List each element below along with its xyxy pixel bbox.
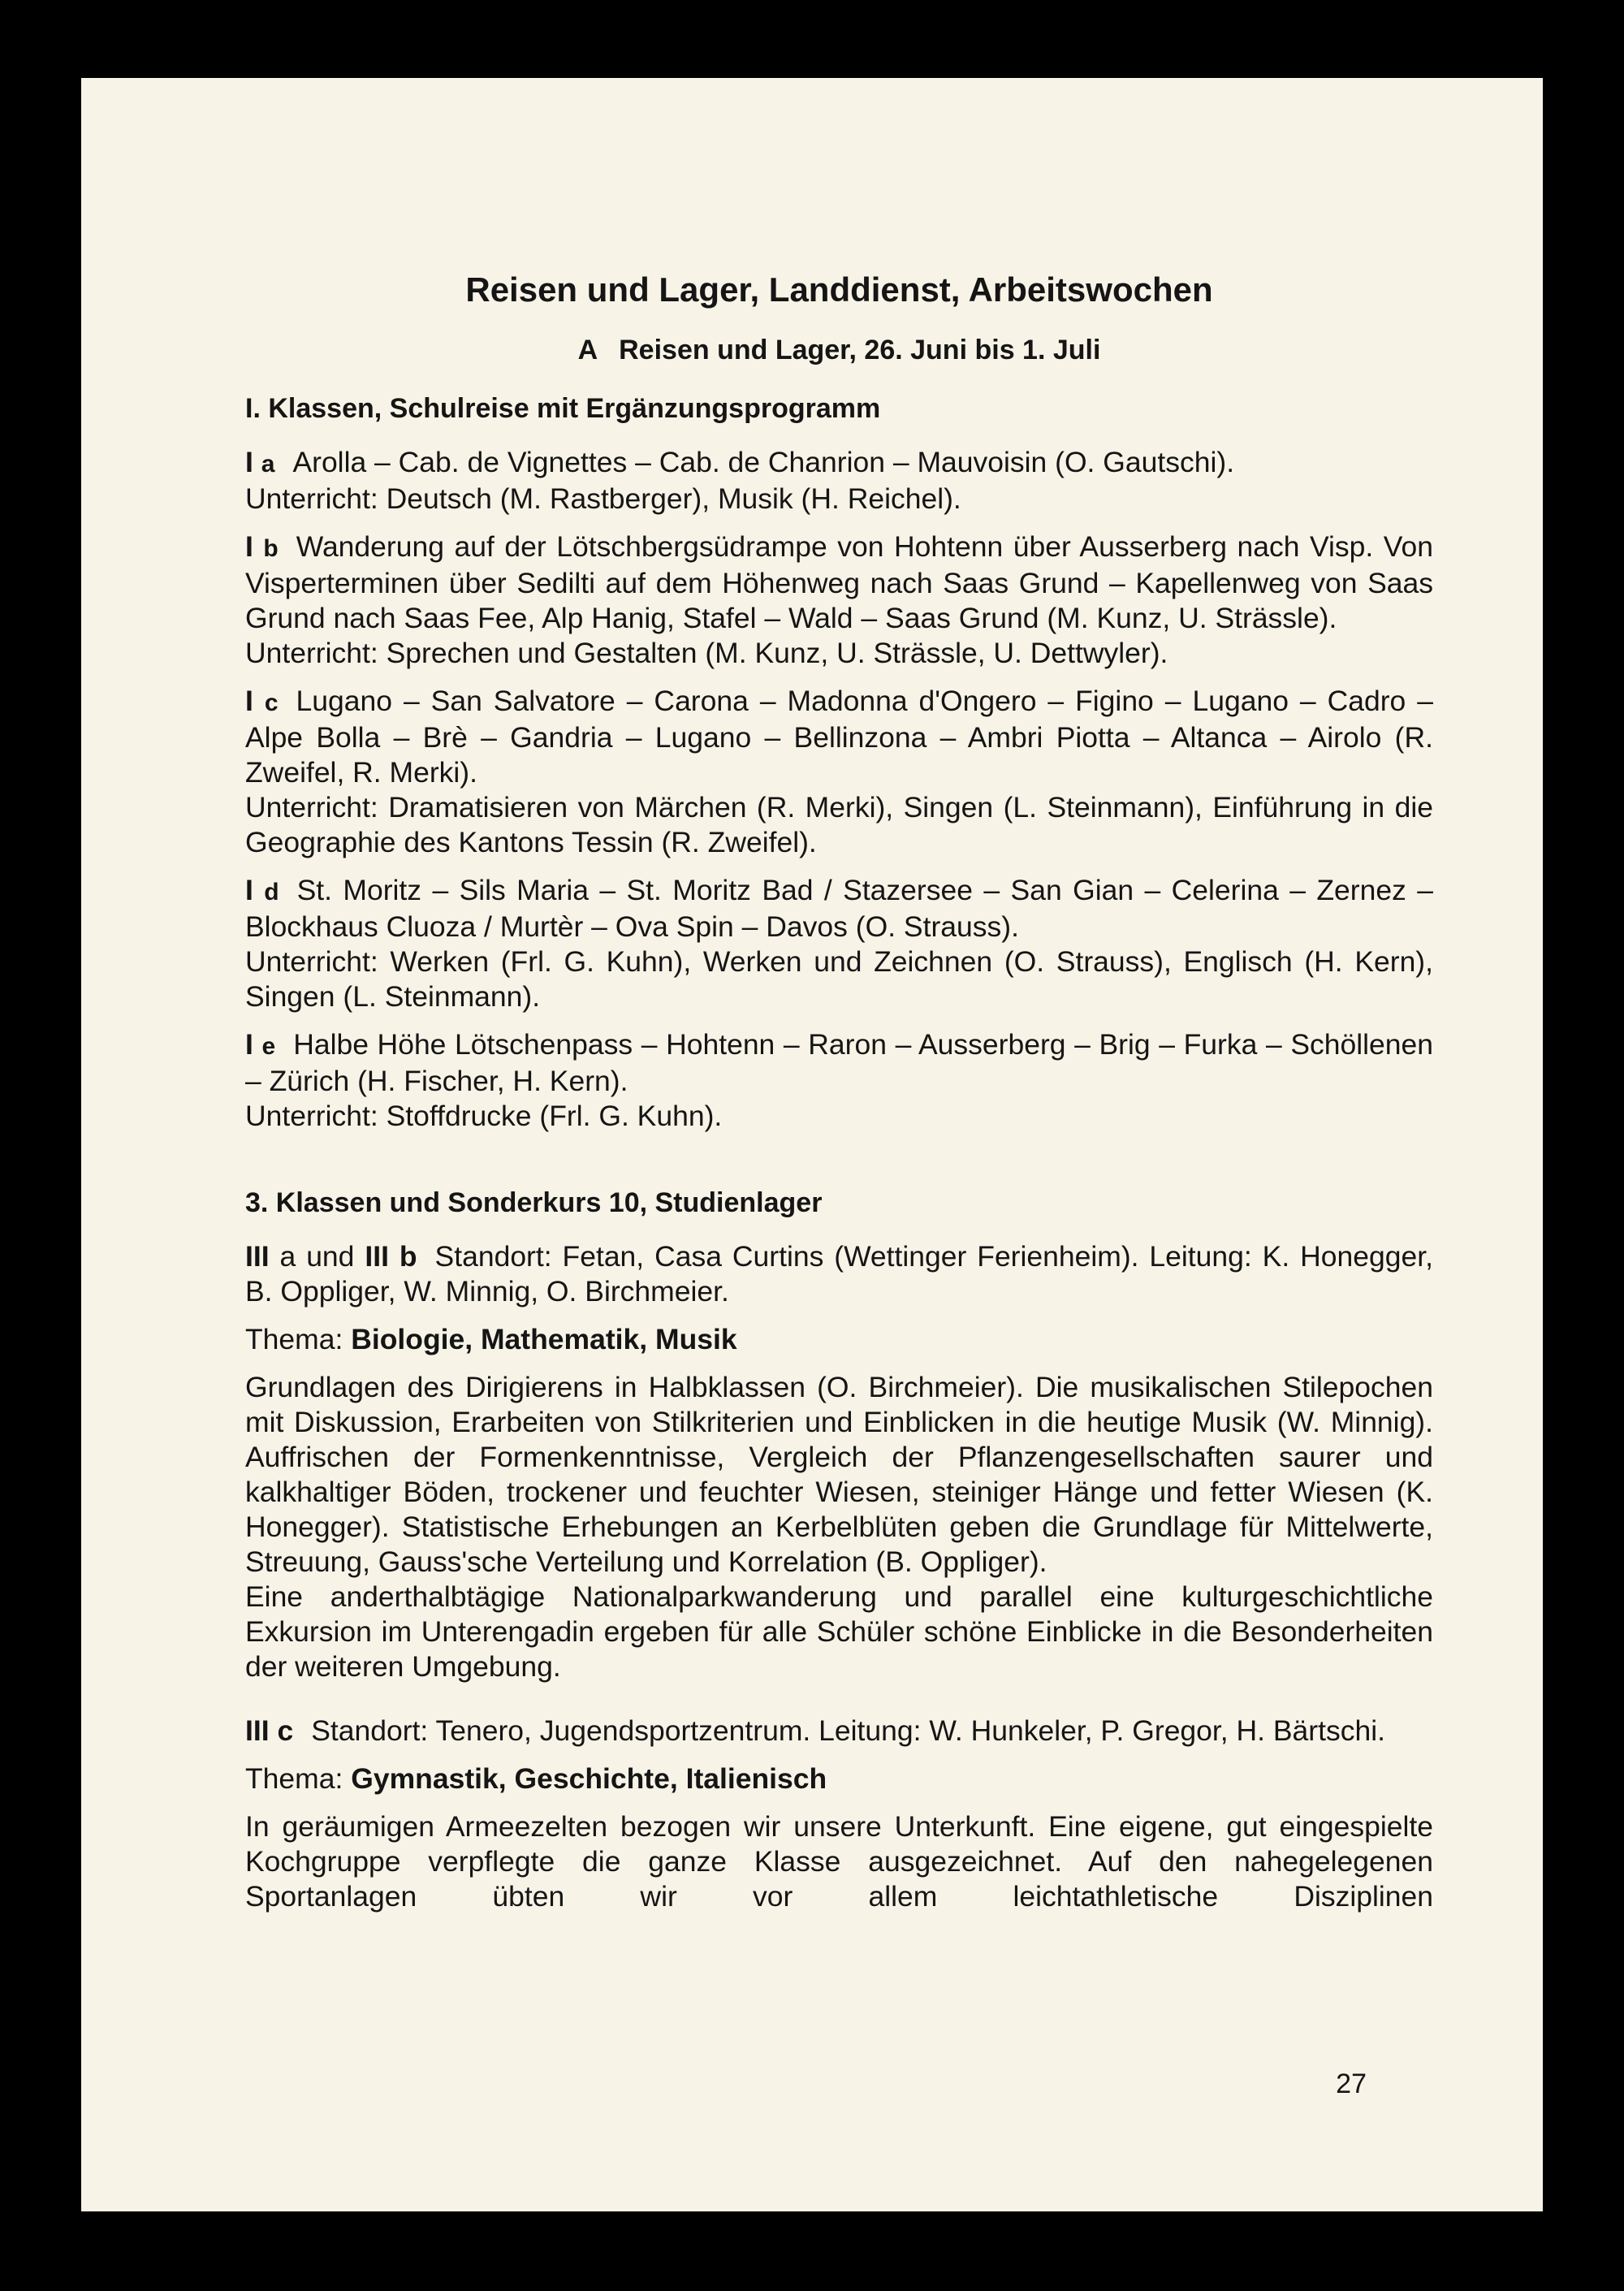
entry-unterricht: Unterricht: Sprechen und Gestalten (M. Kunz, U. Strässle, U. Dettwyler).: [245, 637, 1168, 669]
body-paragraph: [245, 1809, 1433, 1914]
entry-route: Halbe Höhe Lötschenpass – Hohtenn – Raron – Ausserberg – Brig – Furka – Schöllenen – Zürich (H. Fischer, H. Kern).: [245, 1028, 1433, 1097]
entry-iiia-iiib: [245, 1239, 1433, 1309]
entry-unterricht: Unterricht: Dramatisieren von Märchen (R. Merki), Singen (L. Steinmann), Einführung in die Geographie des Kantons Tessin (R. Zweifel).: [245, 791, 1433, 858]
label-letter: b: [263, 535, 279, 562]
subtitle: [245, 333, 1433, 367]
entry-unterricht: Unterricht: Deutsch (M. Rastberger), Musik (H. Reichel).: [245, 482, 961, 515]
entry-label: [245, 1714, 293, 1747]
entry-iiic: [245, 1714, 1433, 1749]
label-roman: III: [365, 1240, 389, 1273]
body-paragraph: [245, 1370, 1433, 1684]
thema-value: Biologie, Mathematik, Musik: [351, 1323, 737, 1355]
subtitle-text: Reisen und Lager, 26. Juni bis 1. Juli: [619, 335, 1101, 365]
entry-info: Standort: Tenero, Jugendsportzentrum. Leitung: W. Hunkeler, P. Gregor, H. Bärtschi.: [311, 1714, 1385, 1747]
entry-label: [245, 874, 279, 906]
section-heading-3: 3. Klassen und Sonderkurs 10, Studienlager: [245, 1187, 823, 1218]
thema-line: [245, 1322, 1433, 1357]
page-number: 27: [1336, 2068, 1367, 2099]
entry-label: [245, 530, 279, 563]
label-roman: I: [245, 530, 253, 563]
page-content: [245, 270, 1433, 1927]
entry-route: Wanderung auf der Lötschbergsüdrampe von Hohtenn über Ausserberg nach Visp. Von Visperterminen über Sedilti auf dem Höhenweg nach Saas Grund – Kapellenweg von Saas Grund nach Saas Fee, Alp Hanig, Stafel – Wald – Saas Grund (M. Kunz, U. Strässle).: [245, 530, 1434, 634]
label-letter: c: [277, 1714, 294, 1747]
entry-label: [245, 446, 274, 478]
label-roman: I: [245, 874, 253, 906]
label-letter: e: [261, 1033, 276, 1060]
entry-id: [245, 873, 1433, 1014]
entry-route: Lugano – San Salvatore – Carona – Madonna d'Ongero – Figino – Lugano – Cadro – Alpe Bolla – Brè – Gandria – Lugano – Bellinzona – Ambri Piotta – Altanca – Airolo (R. Zweifel, R. Merki).: [245, 685, 1433, 789]
entry-label: [245, 685, 279, 717]
thema-label: Thema:: [245, 1762, 343, 1795]
entry-route: St. Moritz – Sils Maria – St. Moritz Bad / Stazersee – San Gian – Celerina – Zernez – Blockhaus Cluoza / Murtèr – Ova Spin – Davos (O. Strauss).: [245, 874, 1433, 943]
label-letter: a: [279, 1240, 296, 1273]
label-letter: a: [261, 451, 275, 478]
subtitle-marker: A: [577, 335, 598, 365]
document-page: [81, 78, 1543, 2211]
label-roman: III: [245, 1714, 270, 1747]
entry-unterricht: Unterricht: Stoffdrucke (Frl. G. Kuhn).: [245, 1100, 723, 1132]
section-heading-1: I. Klassen, Schulreise mit Ergänzungsprogramm: [245, 393, 881, 424]
label-letter: b: [399, 1240, 417, 1273]
entry-ic: [245, 684, 1433, 860]
entry-label: [245, 1028, 275, 1061]
entry-ib: [245, 530, 1433, 671]
label-roman: III: [245, 1240, 270, 1273]
label-connector: und: [306, 1240, 355, 1273]
page-title: Reisen und Lager, Landdienst, Arbeitswochen: [465, 270, 1213, 309]
body-text: Grundlagen des Dirigierens in Halbklassen (O. Birchmeier). Die musikalischen Stilepochen mit Diskussion, Erarbeiten von Stilkriterien und Einblicken in die heutige Musik (W. Minnig). Auffrischen der Formenkenntnisse, Vergleich der Pflanzengesellschaften saurer und kalkhaltiger Böden, trockener und feuchter Wiesen, steiniger Hänge und fetter Wiesen (K. Honegger). Statistische Erhebungen an Kerbelblüten geben die Grundlage für Mittelwerte, Streuung, Gauss'sche Verteilung und Korrelation (B. Oppliger).: [245, 1371, 1433, 1578]
body-text: In geräumigen Armeezelten bezogen wir unsere Unterkunft. Eine eigene, gut eingespielte Kochgruppe verpflegte die ganze Klasse ausgezeichnet. Auf den nahegelegenen Sportanlagen übten wir vor allem leichtathletische Disziplinen: [245, 1810, 1433, 1913]
entry-ia: [245, 445, 1433, 517]
entry-route: Arolla – Cab. de Vignettes – Cab. de Chanrion – Mauvoisin (O. Gautschi).: [292, 446, 1235, 478]
body-text-2: Eine anderthalbtägige Nationalparkwanderung und parallel eine kulturgeschichtliche Exkursion im Unterengadin ergeben für alle Schüler schöne Einblicke in die Besonderheiten der weiteren Umgebung.: [245, 1580, 1433, 1683]
label-letter: c: [264, 689, 279, 716]
label-roman: I: [245, 1028, 253, 1061]
thema-line: [245, 1761, 1433, 1796]
entry-label: [245, 1240, 417, 1273]
entry-ie: [245, 1027, 1433, 1134]
label-letter: d: [264, 879, 279, 906]
label-roman: I: [245, 446, 253, 478]
thema-label: Thema:: [245, 1323, 343, 1355]
entry-info: Standort: Fetan, Casa Curtins (Wettinger Ferienheim). Leitung: K. Honegger, B. Oppliger, W. Minnig, O. Birchmeier.: [245, 1240, 1433, 1308]
entry-unterricht: Unterricht: Werken (Frl. G. Kuhn), Werken und Zeichnen (O. Strauss), Englisch (H. Kern), Singen (L. Steinmann).: [245, 945, 1433, 1013]
thema-value: Gymnastik, Geschichte, Italienisch: [351, 1762, 827, 1795]
label-roman: I: [245, 685, 253, 717]
